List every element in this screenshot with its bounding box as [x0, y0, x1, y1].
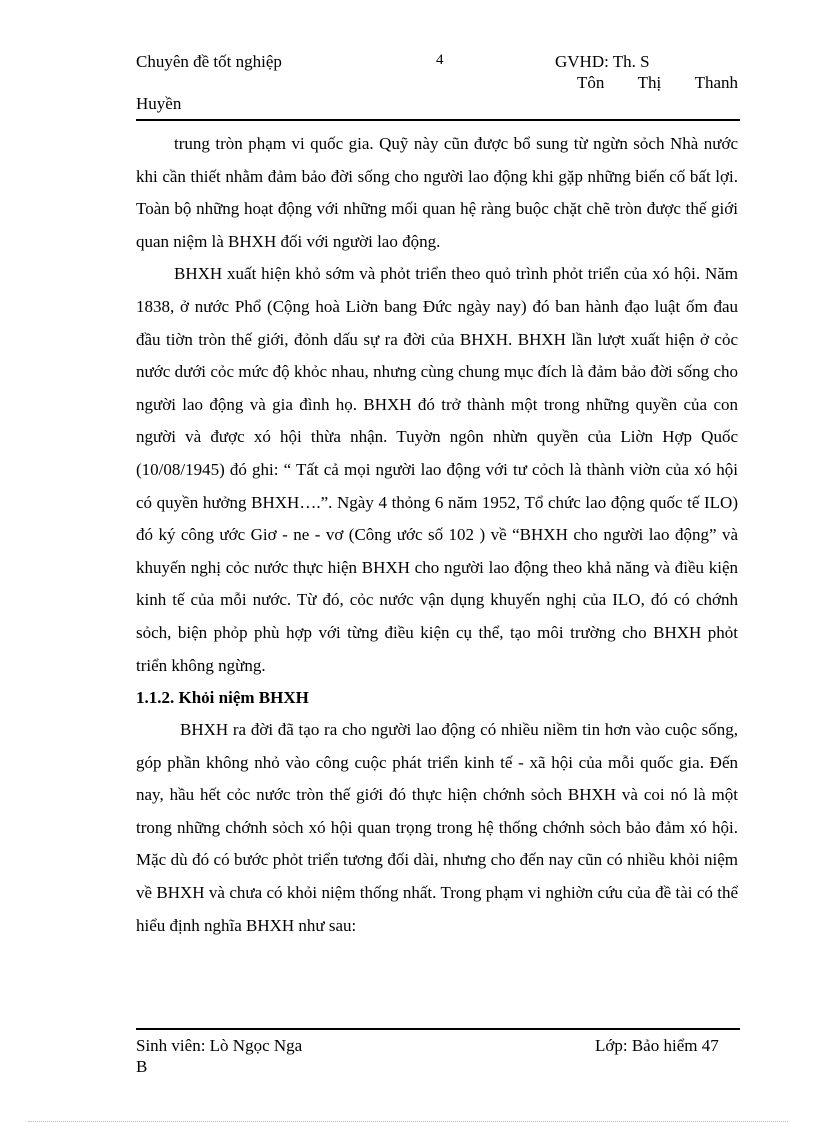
- body-paragraph: trung tròn phạm vi quốc gia. Quỹ này cũn được bổ sung từ ngừn sỏch Nhà nước khi cần thiết nhằm đảm bảo đời sống cho người lao động khi gặp những biến cố bất lợi. Toàn bộ những hoạt động với những mối quan hệ ràng buộc chặt chẽ tròn được thế giới quan niệm là BHXH đối với người lao động.: [136, 134, 738, 251]
- header-course-title: Chuyên đề tốt nghiệp: [136, 52, 282, 71]
- page-bottom-dotted-line: [28, 1121, 788, 1122]
- supervisor-name-word: Thanh: [694, 73, 738, 92]
- footer-student: Sinh viên: Lò Ngọc Nga: [136, 1036, 303, 1055]
- body-paragraph: BHXH xuất hiện khỏ sớm và phỏt triển theo quỏ trình phỏt triển của xó hội. Năm 1838, ở nước Phổ (Cộng hoà Liờn bang Đức ngày nay) đó ban hành đạo luật ốm đau đầu tiờn tròn thế giới, đỏnh dấu sự ra đời của BHXH. BHXH lần lượt xuất hiện ở cỏc nước dưới cỏc mức độ khỏc nhau, nhưng cùng chung mục đích là đảm bảo đời sống cho người lao động và gia đình họ. BHXH đó trở thành một trong những quyền của con người và được xó hội thừa nhận. Tuyờn ngôn nhừn quyền của Liờn Hợp Quốc (10/08/1945) đó ghi: “ Tất cả mọi người lao động với tư cỏch là thành viờn của xó hội có quyền hưởng BHXH….”. Ngày 4 thỏng 6 năm 1952, Tổ chức lao động quốc tế ILO) đó ký công ước Giơ - ne - vơ (Công ước số 102 ) về “BHXH cho người lao động” và khuyến nghị cỏc nước thực hiện BHXH cho người lao động theo khả năng và điều kiện kinh tế của mỗi nước. Từ đó, cỏc nước vận dụng khuyến nghị của ILO, đó có chớnh sỏch, biện phỏp phù hợp với từng điều kiện cụ thể, tạo môi trường cho BHXH phỏt triển không ngừng.: [136, 264, 738, 675]
- header-supervisor-name: [577, 73, 738, 93]
- supervisor-name-word: Thị: [637, 73, 662, 92]
- header-supervisor-label: GVHD: Th. S: [555, 52, 650, 71]
- page-number: 4: [436, 52, 444, 68]
- section-heading: 1.1.2. Khỏi niệm BHXH: [136, 688, 309, 708]
- footer-class: Lớp: Bảo hiểm 47: [595, 1036, 719, 1055]
- footer-rule: [136, 1028, 740, 1030]
- supervisor-name-word: Tôn: [577, 73, 605, 92]
- header-rule: [136, 119, 740, 121]
- document-body: [136, 128, 738, 942]
- body-paragraph: BHXH ra đời đã tạo ra cho người lao động có nhiều niềm tin hơn vào cuộc sống, góp phần không nhỏ vào công cuộc phát triển kinh tế - xã hội của mỗi quốc gia. Đến nay, hầu hết cỏc nước tròn thế giới đó thực hiện chớnh sỏch BHXH và coi nó là một trong những chớnh sỏch xó hội quan trọng trong hệ thống chớnh sỏch bảo đảm xó hội. Mặc dù đó có bước phỏt triển tương đối dài, nhưng cho đến nay cũn có nhiều khỏi niệm về BHXH và chưa có khỏi niệm thống nhất. Trong phạm vi nghiờn cứu của đề tài có thể hiểu định nghĩa BHXH như sau:: [136, 720, 738, 935]
- footer-class-continued: B: [136, 1057, 148, 1076]
- header-supervisor-name-continued: Huyền: [136, 94, 182, 113]
